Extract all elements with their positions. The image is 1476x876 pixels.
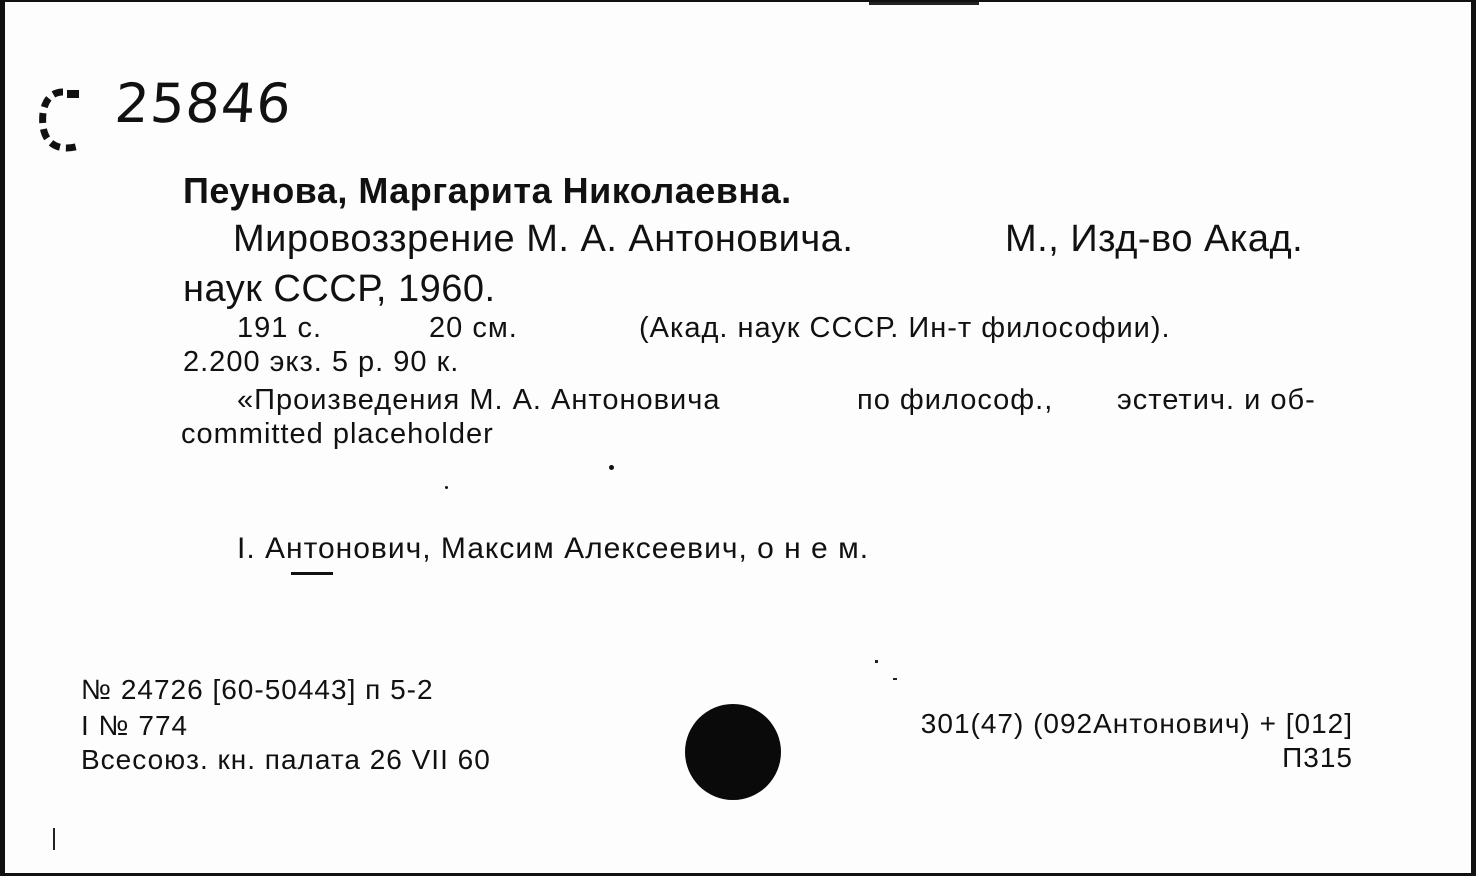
subject-tracing: I. Антонович, Максим Алексеевич, о н е м.: [237, 532, 870, 565]
note-line-1c: эстетич. и об-: [1117, 384, 1316, 416]
footer-chamber-date: Всесоюз. кн. палата 26 VII 60: [81, 744, 491, 775]
footer-registry-number: № 24726 [60-50443] п 5-2: [81, 674, 434, 705]
imprint-publisher: М., Изд-во Акад.: [1005, 218, 1304, 260]
title-line-1: Мировоззрение М. А. Антоновича.: [233, 218, 854, 260]
footer-registry-line-2: I № 774: [81, 710, 189, 741]
cutter-number: П315: [1282, 742, 1353, 773]
print-run-price: 2.200 экз. 5 р. 90 к.: [183, 346, 460, 378]
punch-hole: [685, 704, 781, 800]
handwritten-number: 25846: [112, 72, 294, 135]
corner-mark-icon: [33, 86, 89, 158]
series-statement: (Акад. наук СССР. Ин-т философии).: [639, 312, 1171, 344]
classification-code: 301(47) (092Антонович) + [012]: [920, 708, 1353, 739]
ink-speck: [53, 828, 55, 850]
note-line-2: committed placeholder: [181, 418, 494, 450]
ink-speck: [445, 486, 448, 489]
note-line-1b: по философ.,: [857, 384, 1054, 416]
ink-speck: [869, 2, 979, 5]
note-line-1a: «Произведения М. А. Антоновича: [237, 384, 721, 416]
collation-size: 20 см.: [429, 312, 518, 344]
underline-mark: [291, 572, 333, 575]
collation-pages: 191 с.: [237, 312, 322, 344]
ink-speck: [609, 465, 614, 470]
ink-speck: [875, 660, 878, 663]
imprint-line-2: наук СССР, 1960.: [183, 268, 496, 310]
ink-speck: [893, 678, 897, 680]
author-heading: Пеунова, Маргарита Николаевна.: [183, 170, 792, 211]
